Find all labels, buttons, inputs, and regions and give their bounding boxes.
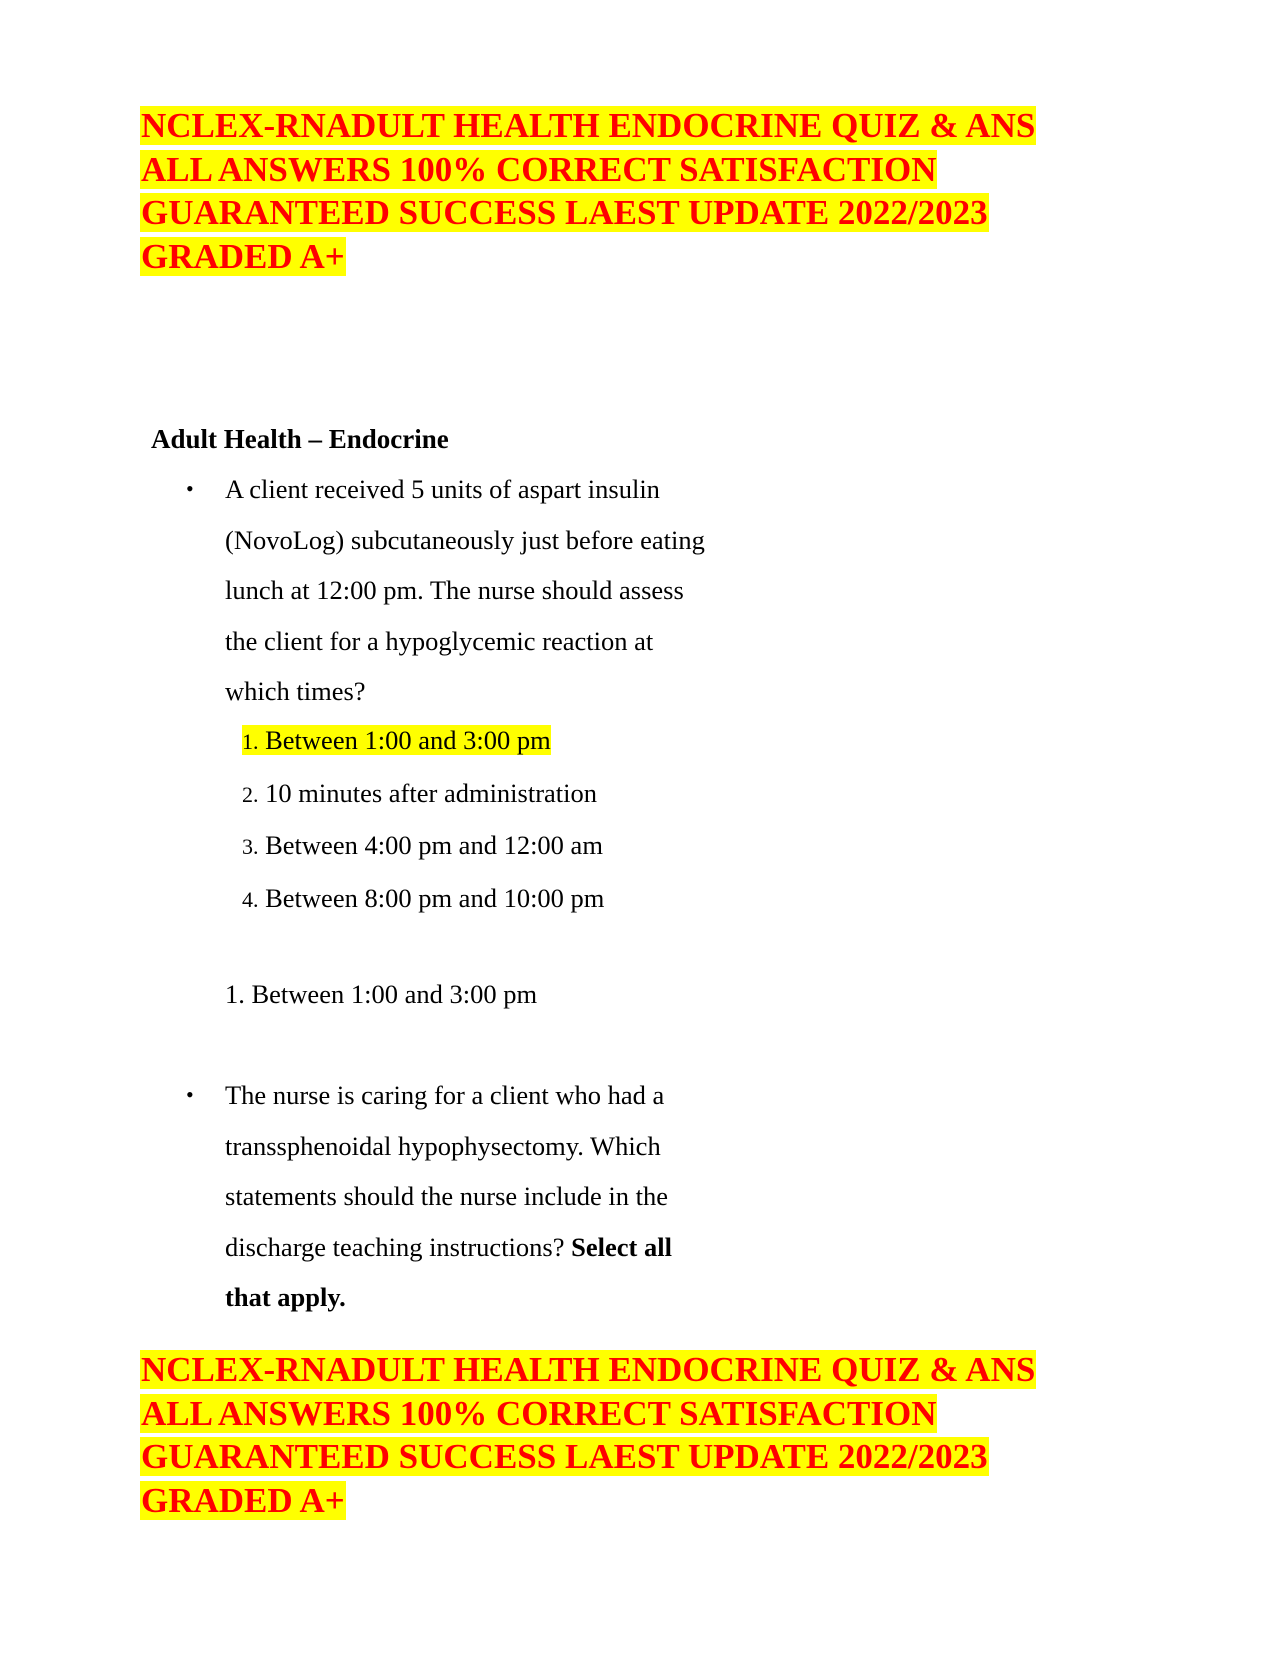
question-2	[186, 1070, 785, 1323]
question-text-line: statements should the nurse include in the	[225, 1181, 669, 1211]
option-number: 2.	[242, 781, 259, 807]
title-line: GRADED A+	[141, 236, 345, 276]
question-text-line: transsphenoidal hypophysectomy. Which	[225, 1130, 661, 1161]
title-line: NCLEX-RNADULT HEALTH ENDOCRINE QUIZ & ANS	[141, 1350, 1036, 1389]
question-text-line: A client received 5 units of aspart insulin	[225, 474, 660, 504]
answer-option	[242, 820, 604, 873]
document-title-banner	[140, 104, 1140, 278]
document-footer-banner	[140, 1348, 1140, 1522]
highlighted-option	[242, 725, 551, 755]
question-text-line: the client for a hypoglycemic reaction at	[225, 625, 654, 656]
option-number: 1.	[242, 729, 259, 754]
select-all-emphasis: Select all	[571, 1231, 672, 1262]
question-text-line	[225, 1272, 785, 1323]
option-number: 4.	[242, 886, 259, 912]
title-line: GUARANTEED SUCCESS LAEST UPDATE 2022/2023	[141, 1437, 988, 1476]
option-number: 3.	[242, 834, 259, 859]
option-text: Between 8:00 pm and 10:00 pm	[265, 882, 605, 913]
answer-key: 1. Between 1:00 and 3:00 pm	[225, 979, 538, 1009]
question-1	[186, 464, 785, 717]
bullet-icon: •	[186, 1082, 194, 1107]
answer-option	[242, 768, 604, 821]
question-text-line: The nurse is caring for a client who had a	[225, 1080, 665, 1110]
section-title: Adult Health – Endocrine	[151, 424, 449, 454]
question-text-line	[225, 1222, 785, 1273]
option-text: 10 minutes after administration	[265, 777, 598, 808]
answer-option	[242, 873, 604, 926]
answer-options-list	[242, 715, 604, 925]
question-text-fragment: discharge teaching instructions?	[225, 1231, 572, 1262]
question-text-line: which times?	[225, 676, 366, 706]
question-text-line: (NovoLog) subcutaneously just before eating	[225, 524, 705, 555]
select-all-emphasis: that apply.	[225, 1282, 346, 1312]
title-line: ALL ANSWERS 100% CORRECT SATISFACTION	[141, 1393, 937, 1433]
title-line: ALL ANSWERS 100% CORRECT SATISFACTION	[141, 149, 937, 189]
bullet-icon: •	[186, 476, 194, 501]
answer-option	[242, 715, 604, 768]
option-text: Between 4:00 pm and 12:00 am	[265, 830, 603, 860]
title-line: GRADED A+	[141, 1480, 345, 1520]
question-text-line: lunch at 12:00 pm. The nurse should assess	[225, 575, 684, 605]
title-line: NCLEX-RNADULT HEALTH ENDOCRINE QUIZ & ANS	[141, 106, 1036, 145]
option-text: Between 1:00 and 3:00 pm	[265, 725, 551, 755]
title-line: GUARANTEED SUCCESS LAEST UPDATE 2022/2023	[141, 193, 988, 232]
